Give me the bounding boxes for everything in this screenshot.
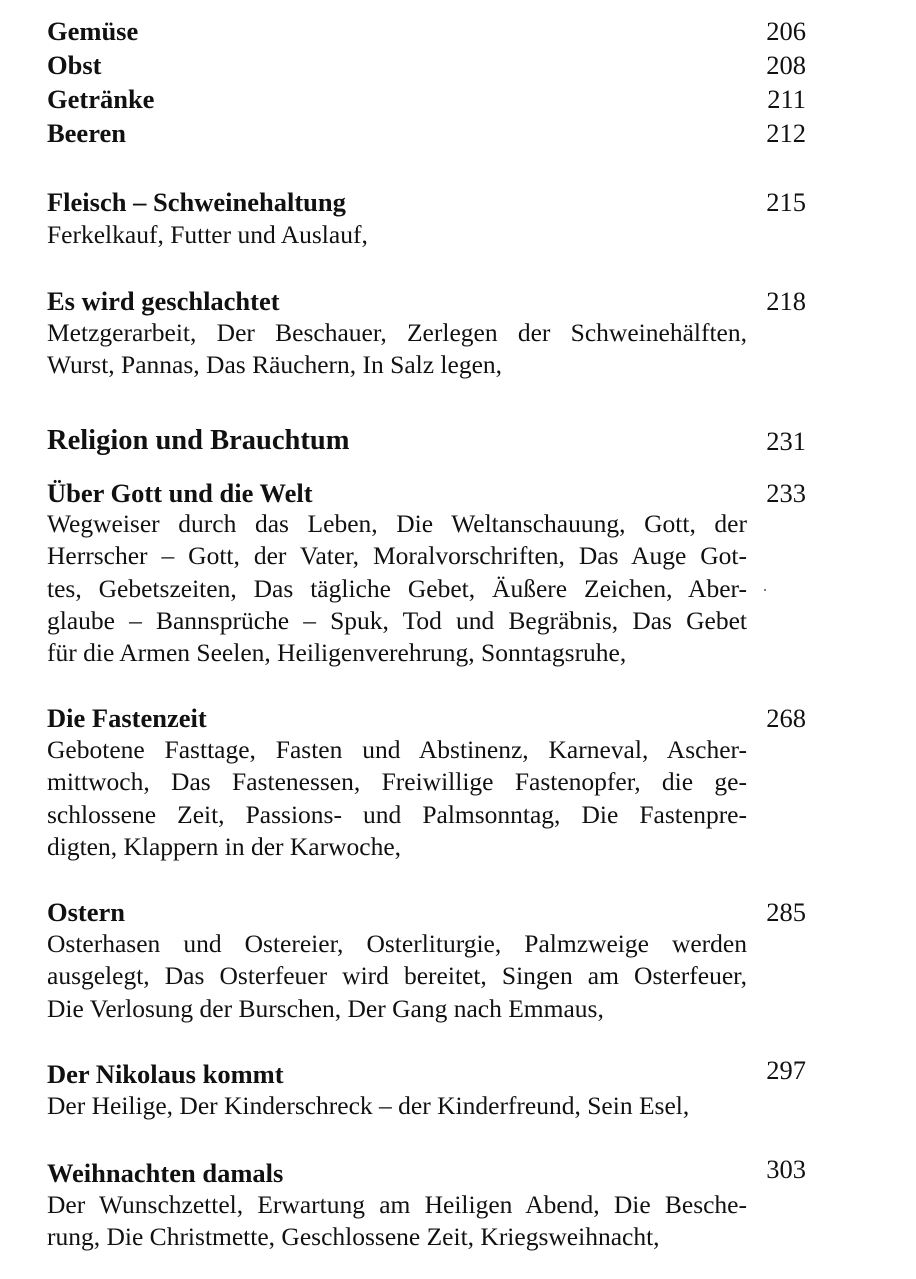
toc-entry-nikolaus xyxy=(47,1057,862,1091)
toc-entry-obst xyxy=(47,48,862,82)
toc-page-number: 231 xyxy=(766,426,806,456)
subtopics-line: rung, Die Christmette, Geschlossene Zeit, Kriegsweihnacht, xyxy=(47,1222,660,1252)
toc-entry-title: Getränke xyxy=(47,84,155,114)
toc-subtopics: Ferkelkauf, Futter und Auslauf, xyxy=(47,220,368,249)
toc-subtopics xyxy=(47,1189,747,1254)
toc-page-number: 233 xyxy=(766,478,806,508)
subtopics-line: ausgelegt, Das Osterfeuer wird bereitet, Singen am Osterfeuer, xyxy=(47,961,747,991)
toc-section-title: Religion und Brauchtum xyxy=(47,425,350,456)
subtopics-line: Herrscher – Gott, der Vater, Moralvorschriften, Das Auge Got- xyxy=(47,541,747,571)
toc-page-number: 212 xyxy=(766,118,806,148)
toc-entry-title: Die Fastenzeit xyxy=(47,703,207,733)
toc-page-number: 303 xyxy=(766,1154,806,1184)
subtopics-line: mittwoch, Das Fastenessen, Freiwillige Fastenopfer, die ge- xyxy=(47,767,747,797)
toc-subtopics xyxy=(47,734,747,863)
scan-speck xyxy=(764,589,766,591)
subtopics-line: Der Wunschzettel, Erwartung am Heiligen Abend, Die Besche- xyxy=(47,1190,747,1219)
toc-entry-beeren xyxy=(47,116,862,150)
subtopics-line: für die Armen Seelen, Heiligenverehrung, Sonntagsruhe, xyxy=(47,638,627,668)
toc-page-number: 268 xyxy=(766,703,806,733)
toc-entry-fastenzeit xyxy=(47,701,862,735)
toc-page-number: 215 xyxy=(766,187,806,217)
toc-page-number: 297 xyxy=(766,1055,806,1085)
toc-subtopics: Der Heilige, Der Kinderschreck – der Kinderfreund, Sein Esel, xyxy=(47,1091,690,1120)
toc-entry-ostern xyxy=(47,895,862,929)
subtopics-line: Die Verlosung der Burschen, Der Gang nach Emmaus, xyxy=(47,993,604,1023)
toc-entry-geschlachtet xyxy=(47,284,862,318)
toc-entry-title: Ostern xyxy=(47,897,126,927)
toc-entry-title: Gemüse xyxy=(47,16,139,46)
subtopics-line: tes, Gebetszeiten, Das tägliche Gebet, Äußere Zeichen, Aber- xyxy=(47,573,747,603)
toc-entry-fleisch xyxy=(47,185,862,219)
toc-entry-title: Obst xyxy=(47,50,102,80)
subtopics-line: Wurst, Pannas, Das Räuchern, In Salz legen, xyxy=(47,350,503,380)
toc-entry-title: Beeren xyxy=(47,118,126,148)
toc-page-number: 218 xyxy=(766,286,806,316)
toc-entry-gemuese xyxy=(47,14,862,48)
toc-subtopics xyxy=(47,317,747,382)
toc-entry-title: Es wird geschlachtet xyxy=(47,286,280,316)
toc-section-religion xyxy=(47,424,862,458)
toc-entry-ueber-gott xyxy=(47,476,862,510)
toc-entry-title: Weihnachten damals xyxy=(47,1158,284,1188)
toc-entry-title: Über Gott und die Welt xyxy=(47,478,313,508)
toc-entry-getraenke xyxy=(47,82,862,116)
toc-entry-title: Fleisch – Schweinehaltung xyxy=(47,187,346,217)
toc-subtopics xyxy=(47,508,747,669)
subtopics-line: Metzgerarbeit, Der Beschauer, Zerlegen der Schweinehälften, xyxy=(47,318,747,347)
subtopics-line: Osterhasen und Ostereier, Osterliturgie, Palmzweige werden xyxy=(47,929,747,958)
toc-page-number: 285 xyxy=(766,897,806,927)
subtopics-line: Gebotene Fasttage, Fasten und Abstinenz, Karneval, Ascher- xyxy=(47,735,747,764)
subtopics-line: glaube – Bannsprüche – Spuk, Tod und Begräbnis, Das Gebet xyxy=(47,605,747,635)
subtopics-line: schlossene Zeit, Passions- und Palmsonntag, Die Fastenpre- xyxy=(47,799,747,829)
toc-page-number: 208 xyxy=(766,50,806,80)
subtopics-line: digten, Klappern in der Karwoche, xyxy=(47,831,402,861)
subtopics-line: Wegweiser durch das Leben, Die Weltanschauung, Gott, der xyxy=(47,509,747,538)
toc-page-number: 206 xyxy=(766,16,806,46)
toc-entry-title: Der Nikolaus kommt xyxy=(47,1059,284,1089)
toc-entry-weihnachten xyxy=(47,1156,862,1190)
toc-page-number: 211 xyxy=(767,84,806,114)
toc-subtopics xyxy=(47,928,747,1025)
